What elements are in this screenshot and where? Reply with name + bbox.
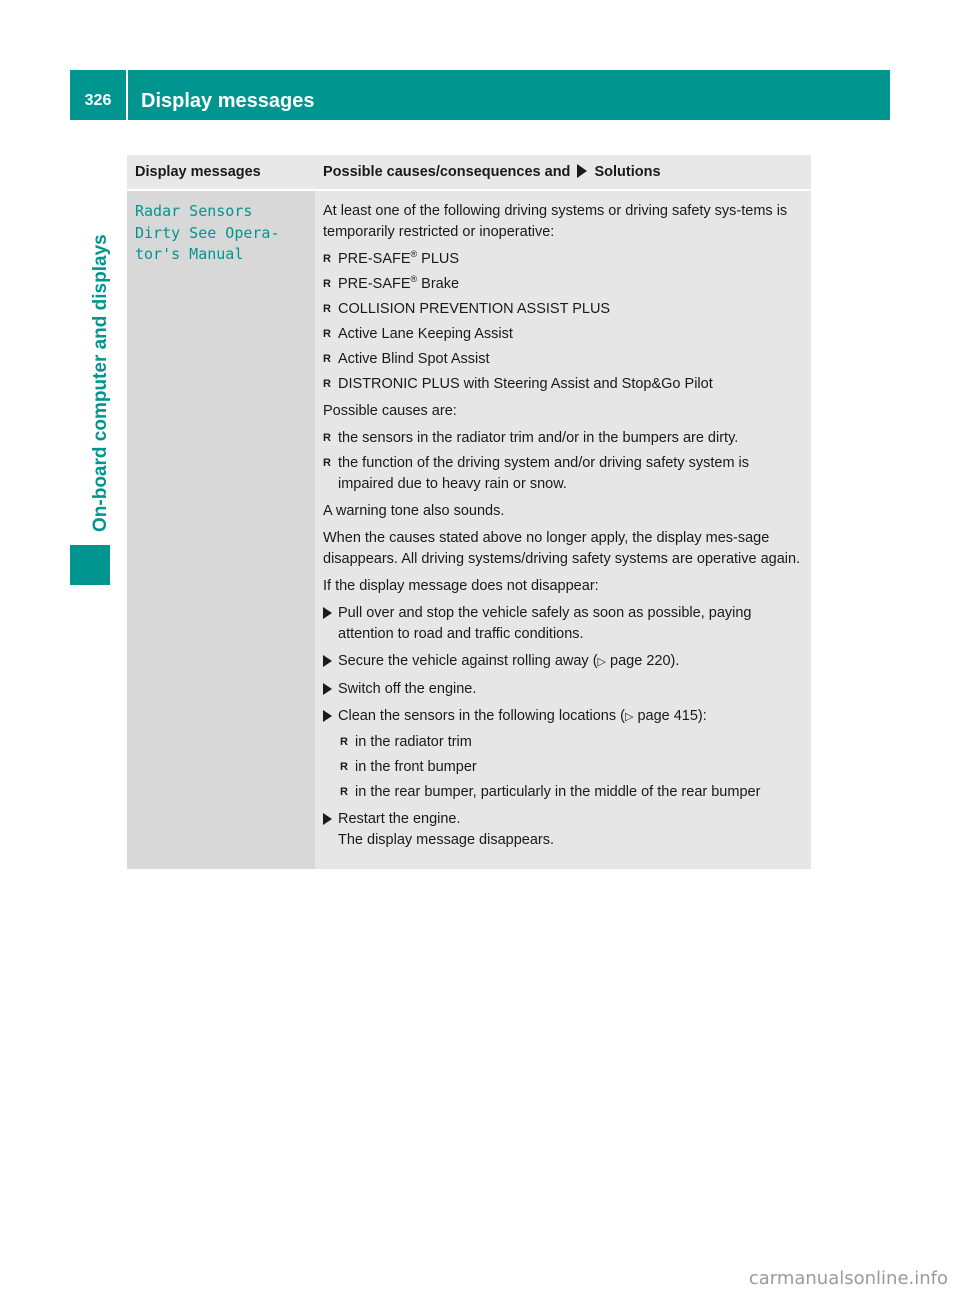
bullet-icon: R [323,278,331,290]
solution-step: Secure the vehicle against rolling away (▷ page 220). [323,651,803,673]
solution-step: Switch off the engine. [323,679,803,700]
causes-intro: Possible causes are: [323,403,457,419]
bullet-icon: R [340,736,348,748]
bullet-icon: R [323,457,331,469]
list-item: R in the radiator trim [340,732,803,753]
bullet-icon: R [323,432,331,444]
after-causes-text: When the causes stated above no longer apply, the display mes-sage disappears. All driving systems/driving safety systems are operative again. [323,530,801,567]
side-tab-marker [70,545,110,585]
affected-systems-list [323,249,803,395]
column-header-causes-text: Possible causes/consequences and [323,164,571,180]
solution-arrow-icon [577,164,587,178]
list-item: R in the front bumper [340,757,803,778]
step-arrow-icon [323,655,332,667]
watermark: carmanualsonline.info [748,1268,948,1289]
solution-step: Restart the engine. The display message disappears. [323,809,803,851]
step-arrow-icon [323,710,332,722]
list-item: R Active Lane Keeping Assist [323,324,803,345]
page-title: Display messages [141,90,315,112]
list-item: R COLLISION PREVENTION ASSIST PLUS [323,299,803,320]
column-header-causes-solutions [315,155,811,190]
page-reference-icon: ▷ [597,656,606,668]
bullet-icon: R [340,786,348,798]
step-arrow-icon [323,813,332,825]
table-header-row [127,155,811,190]
sensor-locations-list [338,732,803,803]
step-arrow-icon [323,683,332,695]
page-reference-link[interactable]: page 220 [610,653,671,669]
column-header-display-messages: Display messages [127,155,315,190]
bullet-icon: R [323,328,331,340]
display-message-line: Dirty See Opera‐ [135,223,280,242]
display-message-line: Radar Sensors [135,202,253,220]
list-item: R Active Blind Spot Assist [323,349,803,370]
display-messages-table [127,155,811,869]
bullet-icon: R [323,353,331,365]
list-item: R in the rear bumper, particularly in the middle of the rear bumper [340,782,803,803]
bullet-icon: R [340,761,348,773]
page-reference-link[interactable]: page 415 [637,708,698,724]
list-item: R DISTRONIC PLUS with Steering Assist and Stop&Go Pilot [323,374,803,395]
display-message-cell [127,190,315,869]
side-tab-label: On-board computer and displays [90,234,111,532]
list-item: R PRE-SAFE® PLUS [323,249,803,270]
list-item: R the function of the driving system and/or driving safety system is impaired due to heavy rain or snow. [323,455,750,492]
if-not-text: If the display message does not disappear: [323,578,599,594]
causes-solutions-cell [315,190,811,869]
table-row [127,190,811,869]
page-number: 326 [84,92,112,109]
step-result: The display message disappears. [338,832,555,848]
header-divider [126,70,128,120]
intro-text: At least one of the following driving systems or driving safety sys-tems is temporarily restricted or inoperative: [323,203,788,240]
bullet-icon: R [323,253,331,265]
causes-list [323,428,803,495]
solution-steps [323,603,803,851]
column-header-solutions-text: Solutions [594,164,661,180]
page-reference-icon: ▷ [624,711,634,723]
list-item: R the sensors in the radiator trim and/or in the bumpers are dirty. [323,428,803,449]
display-message-line: tor's Manual [135,245,244,263]
bullet-icon: R [323,378,331,390]
list-item: R PRE-SAFE® Brake [323,274,803,295]
bullet-icon: R [323,303,331,315]
step-arrow-icon [323,607,332,619]
solution-step: Clean the sensors in the following locations (▷ page 415): R in the radiator trim R in the front bumper R in the rear bumper, particularly in the middle of the rear bumper [323,706,803,803]
warning-text: A warning tone also sounds. [323,503,505,519]
solution-step: Pull over and stop the vehicle safely as soon as possible, paying attention to road and traffic conditions. [323,603,803,645]
